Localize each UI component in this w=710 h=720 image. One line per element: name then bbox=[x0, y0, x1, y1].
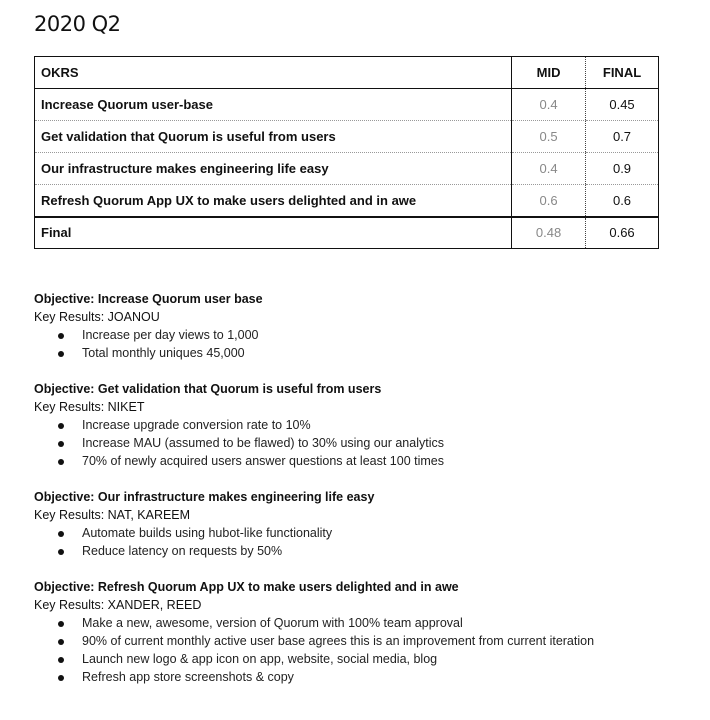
okr-table bbox=[34, 56, 659, 249]
objective-block bbox=[34, 488, 674, 560]
key-results-list bbox=[34, 524, 674, 560]
list-item bbox=[34, 668, 674, 686]
list-item-text: Increase upgrade conversion rate to 10% bbox=[82, 418, 311, 432]
key-results-list bbox=[34, 326, 674, 362]
table-row bbox=[35, 153, 659, 185]
table-row bbox=[35, 89, 659, 121]
list-item-text: Increase MAU (assumed to be flawed) to 30% using our analytics bbox=[82, 436, 444, 450]
column-header-final: FINAL bbox=[586, 57, 659, 89]
okr-final-cell: 0.9 bbox=[586, 153, 659, 185]
list-item bbox=[34, 434, 674, 452]
bullet-icon bbox=[58, 531, 64, 537]
table-row bbox=[35, 121, 659, 153]
list-item bbox=[34, 452, 674, 470]
objective-block bbox=[34, 380, 674, 470]
okr-final-cell: 0.45 bbox=[586, 89, 659, 121]
total-final-cell: 0.66 bbox=[586, 217, 659, 249]
okr-mid-cell: 0.5 bbox=[512, 121, 586, 153]
key-results-owners: Key Results: NAT, KAREEM bbox=[34, 508, 191, 522]
total-mid-cell: 0.48 bbox=[512, 217, 586, 249]
objective-title: Objective: Our infrastructure makes engineering life easy bbox=[34, 490, 375, 504]
okr-final-cell: 0.6 bbox=[586, 185, 659, 217]
list-item bbox=[34, 344, 674, 362]
list-item-text: 90% of current monthly active user base agrees this is an improvement from current iteration bbox=[82, 634, 595, 648]
list-item bbox=[34, 524, 674, 542]
total-label-cell: Final bbox=[35, 217, 512, 249]
list-item-text: Increase per day views to 1,000 bbox=[82, 328, 259, 342]
key-results-owners: Key Results: JOANOU bbox=[34, 310, 160, 324]
list-item bbox=[34, 326, 674, 344]
page-title: 2020 Q2 bbox=[34, 12, 121, 36]
list-item-text: Automate builds using hubot-like functionality bbox=[82, 526, 333, 540]
list-item bbox=[34, 650, 674, 668]
objective-block bbox=[34, 290, 674, 362]
list-item-text: Reduce latency on requests by 50% bbox=[82, 544, 283, 558]
bullet-icon bbox=[58, 621, 64, 627]
table-row bbox=[35, 185, 659, 217]
bullet-icon bbox=[58, 459, 64, 465]
okr-name-cell: Increase Quorum user-base bbox=[35, 89, 512, 121]
okr-name-cell: Refresh Quorum App UX to make users delighted and in awe bbox=[35, 185, 512, 217]
list-item-text: Refresh app store screenshots & copy bbox=[82, 670, 294, 684]
objective-block bbox=[34, 578, 674, 686]
list-item bbox=[34, 632, 674, 650]
objective-title: Objective: Refresh Quorum App UX to make users delighted and in awe bbox=[34, 580, 459, 594]
list-item-text: Total monthly uniques 45,000 bbox=[82, 346, 245, 360]
bullet-icon bbox=[58, 657, 64, 663]
table-header-row bbox=[35, 57, 659, 89]
column-header-okrs: OKRS bbox=[35, 57, 512, 89]
document-page bbox=[34, 10, 674, 684]
okr-name-cell: Our infrastructure makes engineering life easy bbox=[35, 153, 512, 185]
column-header-mid: MID bbox=[512, 57, 586, 89]
okr-mid-cell: 0.4 bbox=[512, 89, 586, 121]
list-item bbox=[34, 614, 674, 632]
objective-title: Objective: Increase Quorum user base bbox=[34, 292, 263, 306]
okr-mid-cell: 0.4 bbox=[512, 153, 586, 185]
okr-final-cell: 0.7 bbox=[586, 121, 659, 153]
key-results-owners: Key Results: NIKET bbox=[34, 400, 145, 414]
okr-name-cell: Get validation that Quorum is useful from users bbox=[35, 121, 512, 153]
bullet-icon bbox=[58, 351, 64, 357]
table-total-row bbox=[35, 217, 659, 249]
bullet-icon bbox=[58, 549, 64, 555]
key-results-owners: Key Results: XANDER, REED bbox=[34, 598, 202, 612]
list-item-text: Make a new, awesome, version of Quorum with 100% team approval bbox=[82, 616, 463, 630]
bullet-icon bbox=[58, 423, 64, 429]
list-item bbox=[34, 542, 674, 560]
list-item-text: 70% of newly acquired users answer questions at least 100 times bbox=[82, 454, 444, 468]
bullet-icon bbox=[58, 639, 64, 645]
okr-mid-cell: 0.6 bbox=[512, 185, 586, 217]
key-results-list bbox=[34, 614, 674, 686]
bullet-icon bbox=[58, 675, 64, 681]
bullet-icon bbox=[58, 333, 64, 339]
key-results-list bbox=[34, 416, 674, 470]
list-item bbox=[34, 416, 674, 434]
objectives-section bbox=[34, 290, 674, 704]
objective-title: Objective: Get validation that Quorum is useful from users bbox=[34, 382, 382, 396]
bullet-icon bbox=[58, 441, 64, 447]
list-item-text: Launch new logo & app icon on app, website, social media, blog bbox=[82, 652, 438, 666]
